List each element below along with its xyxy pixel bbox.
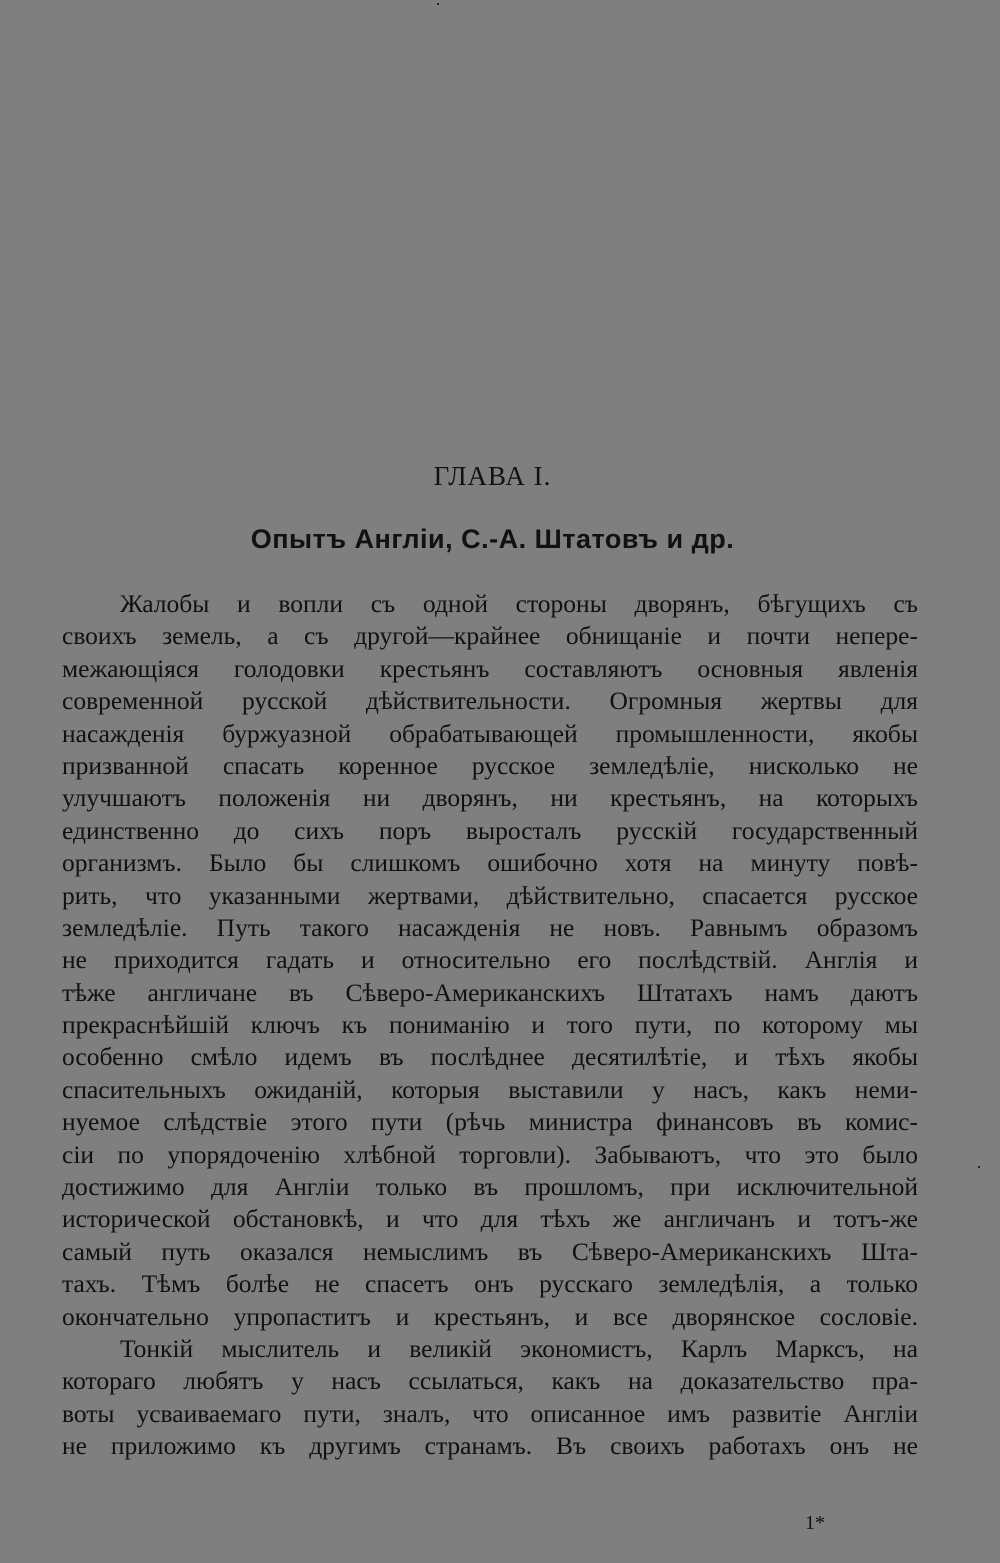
- text-line: тахъ. Тѣмъ болѣе не спасетъ онъ русскаго земледѣлія, а только: [62, 1269, 918, 1299]
- text-line: воты усваиваемаго пути, зналъ, что описанное имъ развитіе Англіи: [62, 1398, 918, 1428]
- text-line: рить, что указанными жертвами, дѣйствительно, спасается русское: [62, 880, 918, 910]
- text-line: улучшаютъ положенія ни дворянъ, ни крестьянъ, на которыхъ: [62, 783, 918, 813]
- speck-mark: [978, 1166, 980, 1168]
- text-line: Тонкій мыслитель и великій экономистъ, Карлъ Марксъ, на: [120, 1333, 918, 1363]
- text-line: исторической обстановкѣ, и что для тѣхъ же англичанъ и тотъ-же: [62, 1204, 918, 1234]
- text-line: спасительныхъ ожиданій, которыя выставили у насъ, какъ неми-: [62, 1074, 918, 1104]
- text-line: особенно смѣло идемъ въ послѣднее десятилѣтіе, и тѣхъ якобы: [62, 1042, 918, 1072]
- text-line: современной русской дѣйствительности. Огромныя жертвы для: [62, 686, 918, 716]
- text-line: нуемое слѣдствіе этого пути (рѣчь министра финансовъ въ комис-: [62, 1107, 918, 1137]
- text-line: не приходится гадать и относительно его послѣдствій. Англія и: [62, 945, 918, 975]
- text-line: призванной спасать коренное русское земледѣліе, нисколько не: [62, 750, 918, 780]
- page-number: 1*: [805, 1512, 825, 1534]
- text-line: котораго любятъ у насъ ссылаться, какъ на доказательство пра-: [62, 1366, 918, 1396]
- text-line: прекраснѣйшій ключъ къ пониманію и того пути, по которому мы: [62, 1010, 918, 1040]
- text-line: межающіяся голодовки крестьянъ составляютъ основныя явленія: [62, 653, 918, 683]
- speck-mark: [437, 3, 439, 5]
- text-line: достижимо для Англіи только въ прошломъ, при исключительной: [62, 1172, 918, 1202]
- text-line: самый путь оказался немыслимъ въ Сѣверо-Американскихъ Шта-: [62, 1236, 918, 1266]
- text-line: организмъ. Было бы слишкомъ ошибочно хотя на минуту повѣ-: [62, 848, 918, 878]
- text-line: тѣже англичане въ Сѣверо-Американскихъ Штатахъ намъ даютъ: [62, 977, 918, 1007]
- text-line: единственно до сихъ поръ выросталъ русскій государственный: [62, 815, 918, 845]
- text-line: сіи по упорядоченію хлѣбной торговли). Забываютъ, что это было: [62, 1139, 918, 1169]
- text-line: окончательно упропаститъ и крестьянъ, и все дворянское сословіе.: [62, 1301, 918, 1331]
- text-line: насажденія буржуазной обрабатывающей промышленности, якобы: [62, 718, 918, 748]
- text-line: своихъ земель, а съ другой—крайнее обнищаніе и почти непере-: [62, 621, 918, 651]
- body-text: [62, 588, 918, 1463]
- section-title: Опытъ Англіи, С.-А. Штатовъ и др.: [250, 524, 735, 554]
- chapter-label: ГЛАВА I.: [433, 461, 552, 491]
- text-line: земледѣліе. Путь такого насажденія не новъ. Равнымъ образомъ: [62, 912, 918, 942]
- text-line: Жалобы и вопли съ одной стороны дворянъ, бѣгущихъ съ: [120, 589, 918, 618]
- text-line: не приложимо къ другимъ странамъ. Въ своихъ работахъ онъ не: [62, 1431, 918, 1461]
